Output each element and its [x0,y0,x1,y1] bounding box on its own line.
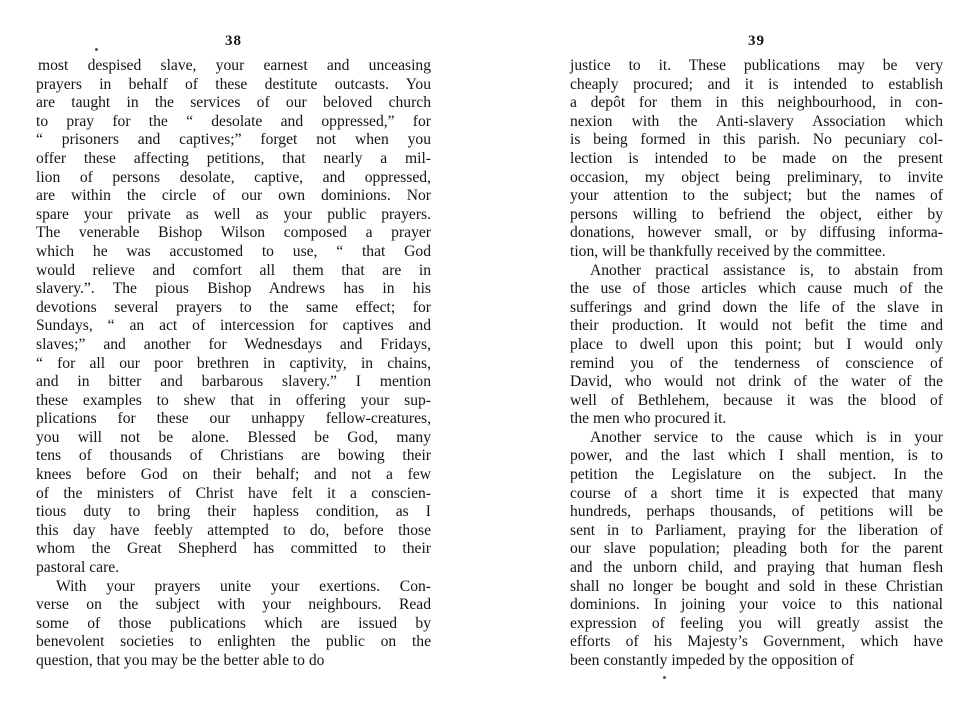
text-line: is being formed in this parish. No pecuniary col- [570,131,943,149]
text-line: your attention to the subject; but the names of [570,187,943,205]
text-line: a depôt for them in this neighbourhood, in con- [570,94,943,112]
text-line: tious duty to bring their hapless condition, as I [36,503,431,521]
text-line: of the ministers of Christ have felt it a conscien- [36,484,431,502]
text-line: Sundays, “ an act of intercession for captives and [36,317,431,335]
text-line: and the unborn child, and praying that human flesh [570,559,943,577]
text-line: Another service to the cause which is in your [590,428,943,446]
text-line: are within the circle of our own dominions. Nor [36,187,431,205]
text-line: place to dwell upon this point; but I would only [570,335,943,353]
text-line: this day have feebly attempted to do, before those [36,521,431,539]
text-line: most despised slave, your earnest and unceasing [38,57,431,74]
right-page [570,0,943,710]
text-line: devotions several prayers to the same effect; for [36,298,431,316]
text-line: tens of thousands of Christians are bowing their [36,447,431,465]
text-line: donations, however small, or by diffusing informa- [570,224,943,242]
text-line: hundreds, perhaps thousands, of petitions will be [570,503,943,521]
page-number: 38 [225,33,242,49]
text-line: the use of those articles which cause much of the [570,280,943,298]
left-page [36,0,431,710]
text-line: With your prayers unite your exertions. Con- [56,577,431,595]
text-line: justice to it. These publications may be very [570,57,943,74]
text-line: The venerable Bishop Wilson composed a prayer [36,224,431,242]
text-line: course of a short time it is expected that many [570,484,943,502]
page-text [36,57,431,671]
text-line: whom the Great Shepherd has committed to their [36,540,431,558]
text-line: you will not be alone. Blessed be God, many [36,428,431,446]
text-line: our slave population; pleading both for the parent [570,540,943,558]
text-line: offer these affecting petitions, that nearly a mil- [36,149,431,167]
text-line: expression of feeling you will greatly assist the [570,614,943,632]
text-line: lection is intended to be made on the present [570,149,943,167]
text-line: some of those publications which are issued by [36,614,431,632]
text-line: dominions. In joining your voice to this national [570,596,943,614]
text-line: these examples to shew that in offering your sup- [36,391,431,409]
text-line: prayers in behalf of these destitute outcasts. You [36,75,431,93]
text-line: lion of persons desolate, captive, and oppressed, [36,168,431,186]
text-line: occasion, my object being preliminary, to invite [570,168,943,186]
text-line: Another practical assistance is, to abstain from [590,261,943,279]
text-line: “ for all our poor brethren in captivity, in chains, [36,354,431,372]
text-line: been constantly impeded by the opposition of [570,652,855,669]
text-line: well of Bethlehem, because it was the blood of [570,391,943,409]
text-line: question, that you may be the better able to do [36,652,325,669]
text-line: and in bitter and barbarous slavery.” I mention [36,373,431,391]
text-line: power, and the last which I shall mention, is to [570,447,943,465]
text-line: plications for these our unhappy fellow-creatures, [36,410,431,428]
text-line: would relieve and comfort all them that are in [36,261,431,279]
text-line: spare your private as well as your public prayers. [36,205,431,223]
page-text [570,57,943,671]
text-line: slavery.”. The pious Bishop Andrews has in his [36,280,431,298]
text-line: tion, will be thankfully received by the committee. [570,242,886,260]
text-line: persons willing to befriend the object, either by [570,205,943,223]
text-line: verse on the subject with your neighbours. Read [36,596,431,614]
text-line: petition the Legislature on the subject. In the [570,466,943,484]
text-line: shall no longer be bought and sold in these Christian [570,577,943,595]
text-line: to pray for the “ desolate and oppressed,” for [36,112,431,130]
text-line: knees before God on their behalf; and not a few [36,466,431,484]
text-line: pastoral care. [36,559,120,577]
text-line: benevolent societies to enlighten the public on the [36,633,431,651]
text-line: efforts of his Majesty’s Government, which have [570,633,943,651]
text-line: “ prisoners and captives;” forget not when you [36,131,431,149]
text-line: their production. It would not befit the time and [570,317,943,335]
text-line: remind you of the tenderness of conscience of [570,354,943,372]
text-line: cheaply procured; and it is intended to establish [570,75,943,93]
text-line: which he was accustomed to use, “ that God [36,242,431,260]
text-line: David, who would not drink of the water of the [570,373,943,391]
text-line: are taught in the services of our beloved church [36,94,431,112]
text-line: sent in to Parliament, praying for the liberation of [570,521,943,539]
page-number: 39 [748,33,765,49]
text-line: sufferings and grind down the life of the slave in [570,298,943,316]
text-line: the men who procured it. [570,410,727,428]
text-line: slaves;” and another for Wednesdays and Fridays, [36,335,431,353]
text-line: nexion with the Anti-slavery Association which [570,112,943,130]
